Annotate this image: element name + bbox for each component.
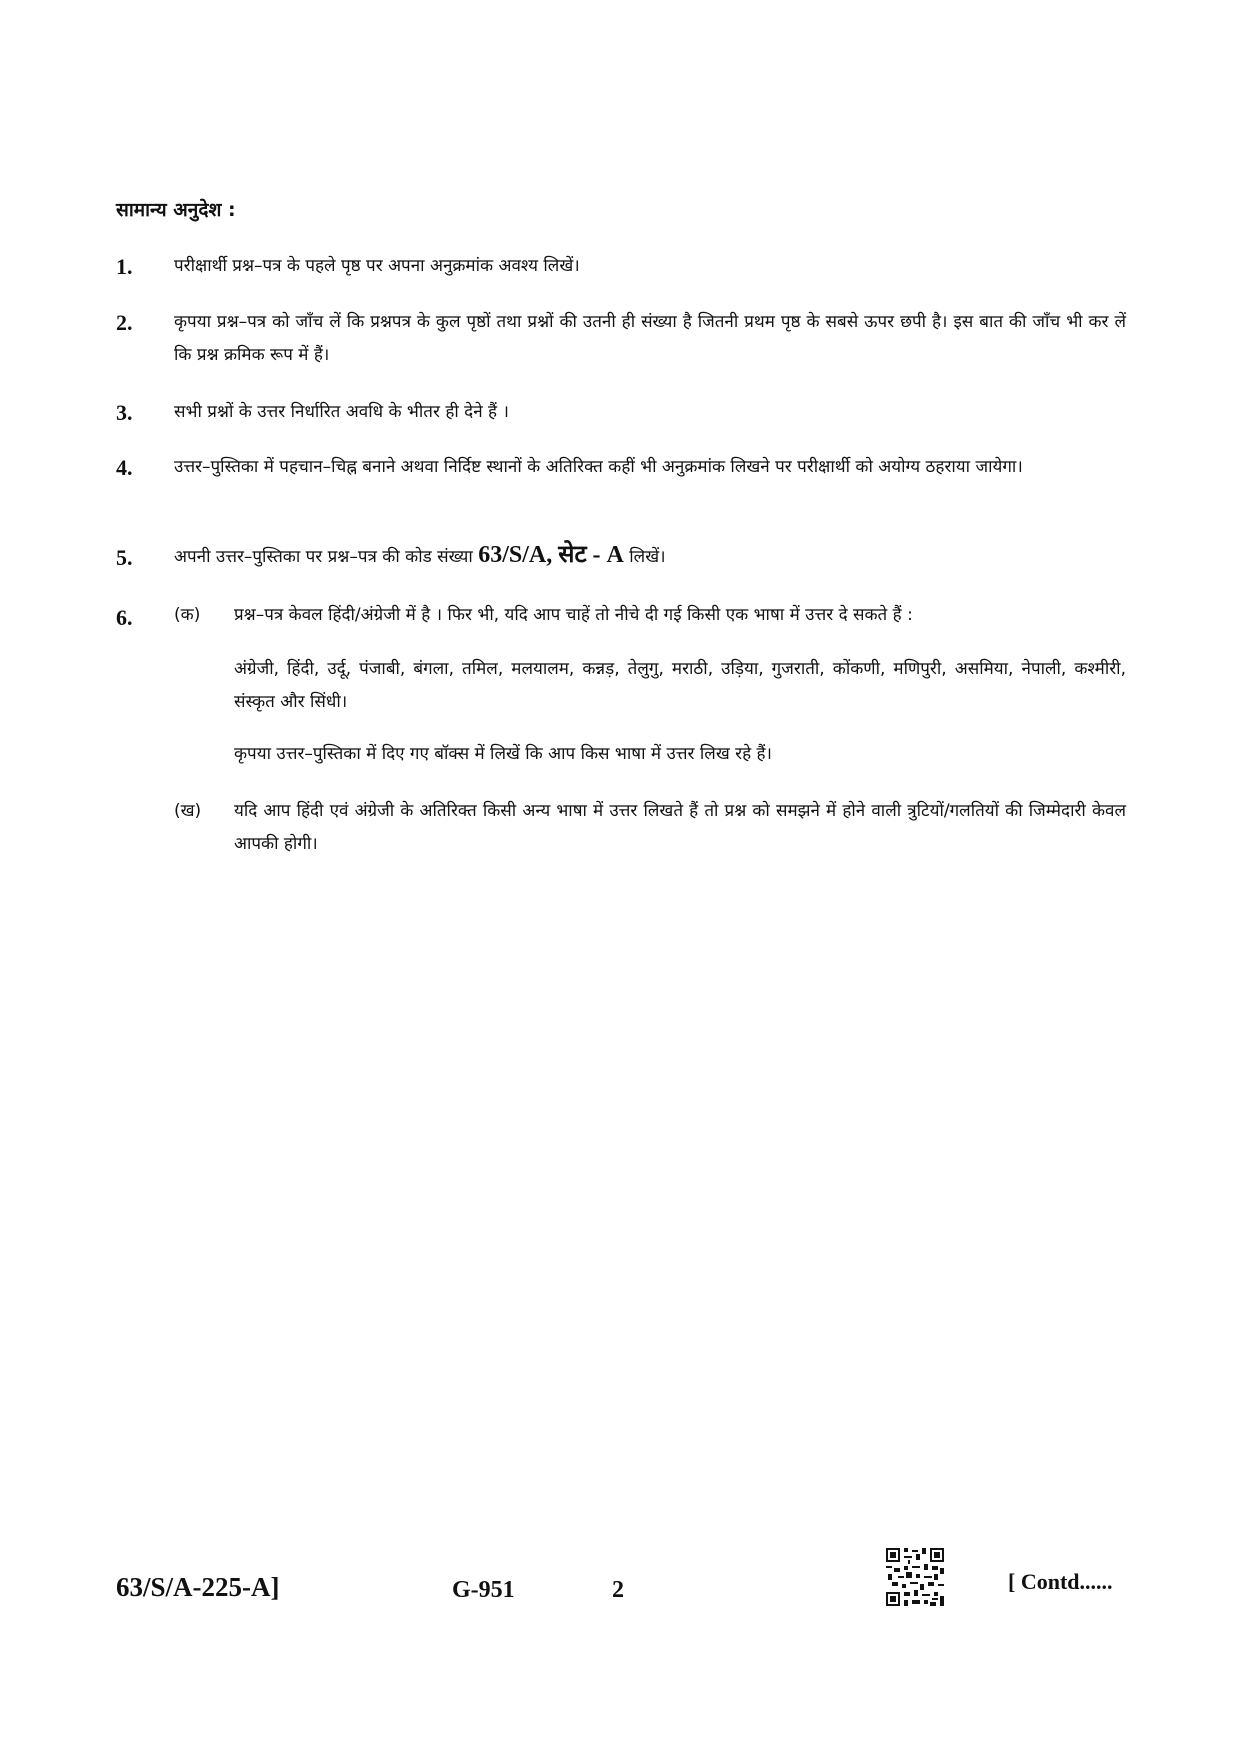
sub-item-b-text: यदि आप हिंदी एवं अंग्रेजी के अतिरिक्त किसी अन्य भाषा में उत्तर लिखते हैं तो प्रश्न को समझने में होने वाली त्रुटियों/गलतियों की जिम्मेदारी केवल आपकी होगी।: [234, 801, 1126, 854]
instruction-text: कृपया प्रश्न–पत्र को जाँच लें कि प्रश्नपत्र के कुल पृष्ठों तथा प्रश्नों की उतनी ही संख्या है जितनी प्रथम पृष्ठ के सबसे ऊपर छपी है। इस बात की जाँच भी कर लें कि प्रश्न क्रमिक रूप में हैं।: [174, 312, 1126, 365]
qr-code-icon: [886, 1548, 944, 1606]
footer-continued: [ Contd......: [1008, 1569, 1113, 1594]
general-instructions-heading: सामान्य अनुदेश :: [116, 199, 236, 221]
footer-page-number: 2: [612, 1577, 624, 1603]
sub-item-a-label: (क): [174, 605, 201, 625]
instruction-number: 1.: [116, 254, 133, 279]
instruction-text: उत्तर–पुस्तिका में पहचान–चिह्न बनाने अथवा निर्दिष्ट स्थानों के अतिरिक्त कहीं भी अनुक्रमांक लिखने पर परीक्षार्थी को अयोग्य ठहराया जायेगा।: [174, 457, 1023, 477]
language-list: अंग्रेजी, हिंदी, उर्दू, पंजाबी, बंगला, तमिल, मलयालम, कन्नड़, तेलुगु, मराठी, उड़िया, गुजराती, कोंकणी, मणिपुरी, असमिया, नेपाली, कश्मीरी, संस्कृत और सिंधी।: [234, 659, 1126, 712]
instruction-number: 3.: [116, 400, 133, 425]
footer-series-code: G-951: [452, 1577, 515, 1603]
sub-item-b-label: (ख): [174, 801, 202, 821]
instruction-text: परीक्षार्थी प्रश्न–पत्र के पहले पृष्ठ पर अपना अनुक्रमांक अवश्य लिखें।: [174, 256, 580, 276]
instruction-number: 2.: [116, 310, 133, 335]
instruction-text-before: अपनी उत्तर–पुस्तिका पर प्रश्न–पत्र की कोड संख्या: [174, 547, 473, 567]
paper-code-set: 63/S/A, सेट - A: [478, 542, 624, 568]
footer-paper-code: 63/S/A-225-A]: [116, 1572, 280, 1602]
box-note: कृपया उत्तर–पुस्तिका में दिए गए बॉक्स में लिखें कि आप किस भाषा में उत्तर लिख रहे हैं।: [234, 744, 772, 764]
instruction-text-after: लिखें।: [629, 547, 666, 567]
instruction-text: सभी प्रश्नों के उत्तर निर्धारित अवधि के भीतर ही देने हैं ।: [174, 402, 509, 422]
instruction-number: 4.: [116, 455, 133, 480]
instruction-text: [174, 539, 1126, 574]
sub-item-a-text: प्रश्न–पत्र केवल हिंदी/अंग्रेजी में है । फिर भी, यदि आप चाहें तो नीचे दी गई किसी एक भाषा में उत्तर दे सकते हैं :: [234, 605, 913, 625]
instruction-number: 6.: [116, 605, 133, 630]
instruction-number: 5.: [116, 545, 133, 570]
